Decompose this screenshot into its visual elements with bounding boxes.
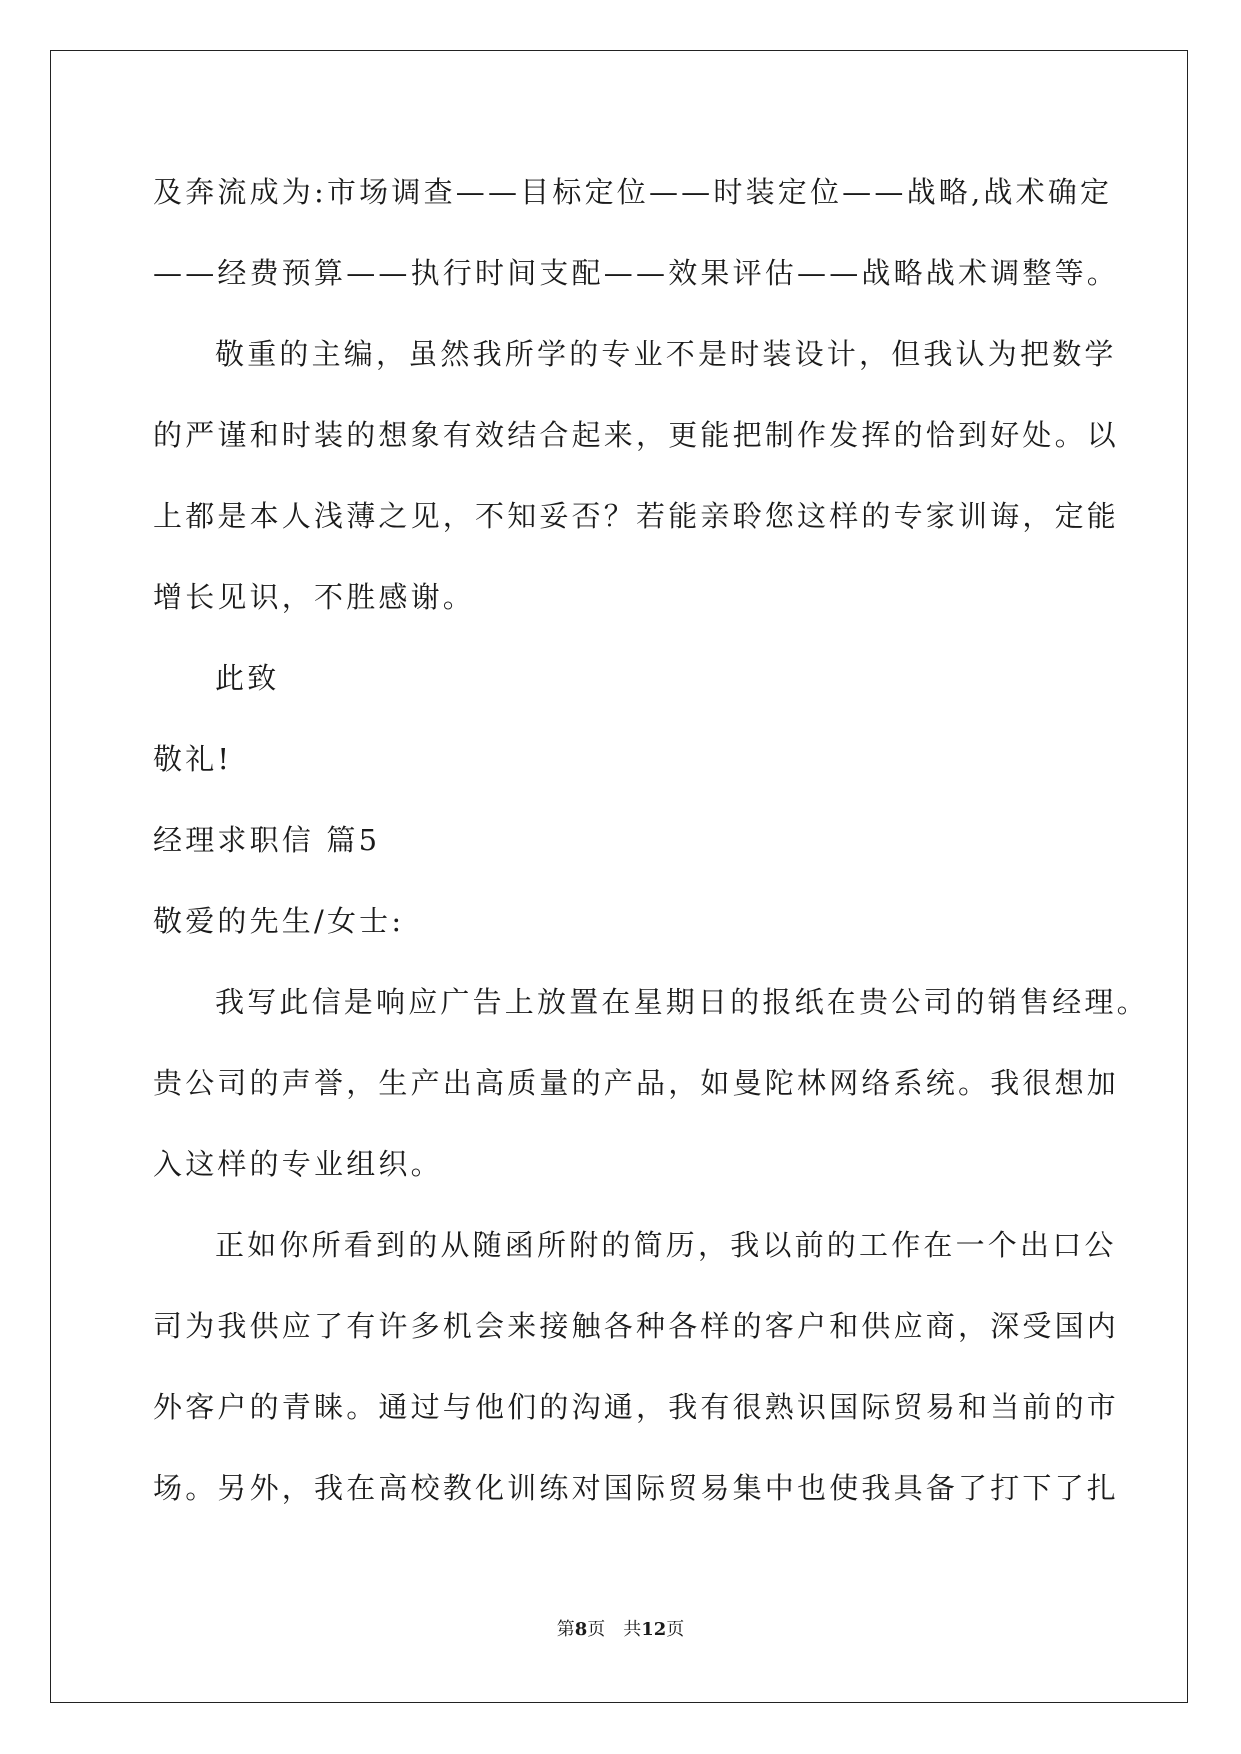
paragraph-line: 正如你所看到的从随函所附的简历，我以前的工作在一个出口公 (215, 1228, 1117, 1262)
text-line: 外客户的青睐。通过与他们的沟通，我有很熟识国际贸易和当前的市 (153, 1390, 1120, 1424)
total-prefix: 共 (623, 1619, 642, 1640)
total-suffix: 页 (666, 1619, 685, 1640)
greeting-line: 敬爱的先生/女士: (153, 904, 405, 938)
page-prefix: 第 (556, 1619, 575, 1640)
total-pages: 12 (641, 1619, 667, 1640)
page-number: 8 (574, 1619, 588, 1640)
text-line: 及奔流成为:市场调查——目标定位——时装定位——战略,战术确定 (153, 175, 1113, 209)
page-border (50, 50, 1188, 1703)
salutation-closing: 敬礼! (153, 742, 233, 776)
page-suffix: 页 (587, 1619, 606, 1640)
text-line: 的严谨和时装的想象有效结合起来，更能把制作发挥的恰到好处。以 (153, 418, 1120, 452)
text-line: 场。另外，我在高校教化训练对国际贸易集中也使我具备了打下了扎 (153, 1471, 1120, 1505)
text-line: ——经费预算——执行时间支配——效果评估——战略战术调整等。 (153, 256, 1120, 290)
text-line: 入这样的专业组织。 (153, 1147, 443, 1181)
paragraph-line: 敬重的主编，虽然我所学的专业不是时装设计，但我认为把数学 (215, 337, 1117, 371)
text-line: 司为我供应了有许多机会来接触各种各样的客户和供应商，深受国内 (153, 1309, 1120, 1343)
text-line: 上都是本人浅薄之见，不知妥否？若能亲聆您这样的专家训诲，定能 (153, 499, 1120, 533)
text-line: 贵公司的声誉，生产出高质量的产品，如曼陀林网络系统。我很想加 (153, 1066, 1120, 1100)
page-footer (0, 1618, 1241, 1642)
closing-line: 此致 (215, 661, 280, 695)
paragraph-line: 我写此信是响应广告上放置在星期日的报纸在贵公司的销售经理。 (215, 985, 1149, 1019)
text-line: 增长见识，不胜感谢。 (153, 580, 476, 614)
section-heading: 经理求职信 篇5 (153, 823, 381, 857)
